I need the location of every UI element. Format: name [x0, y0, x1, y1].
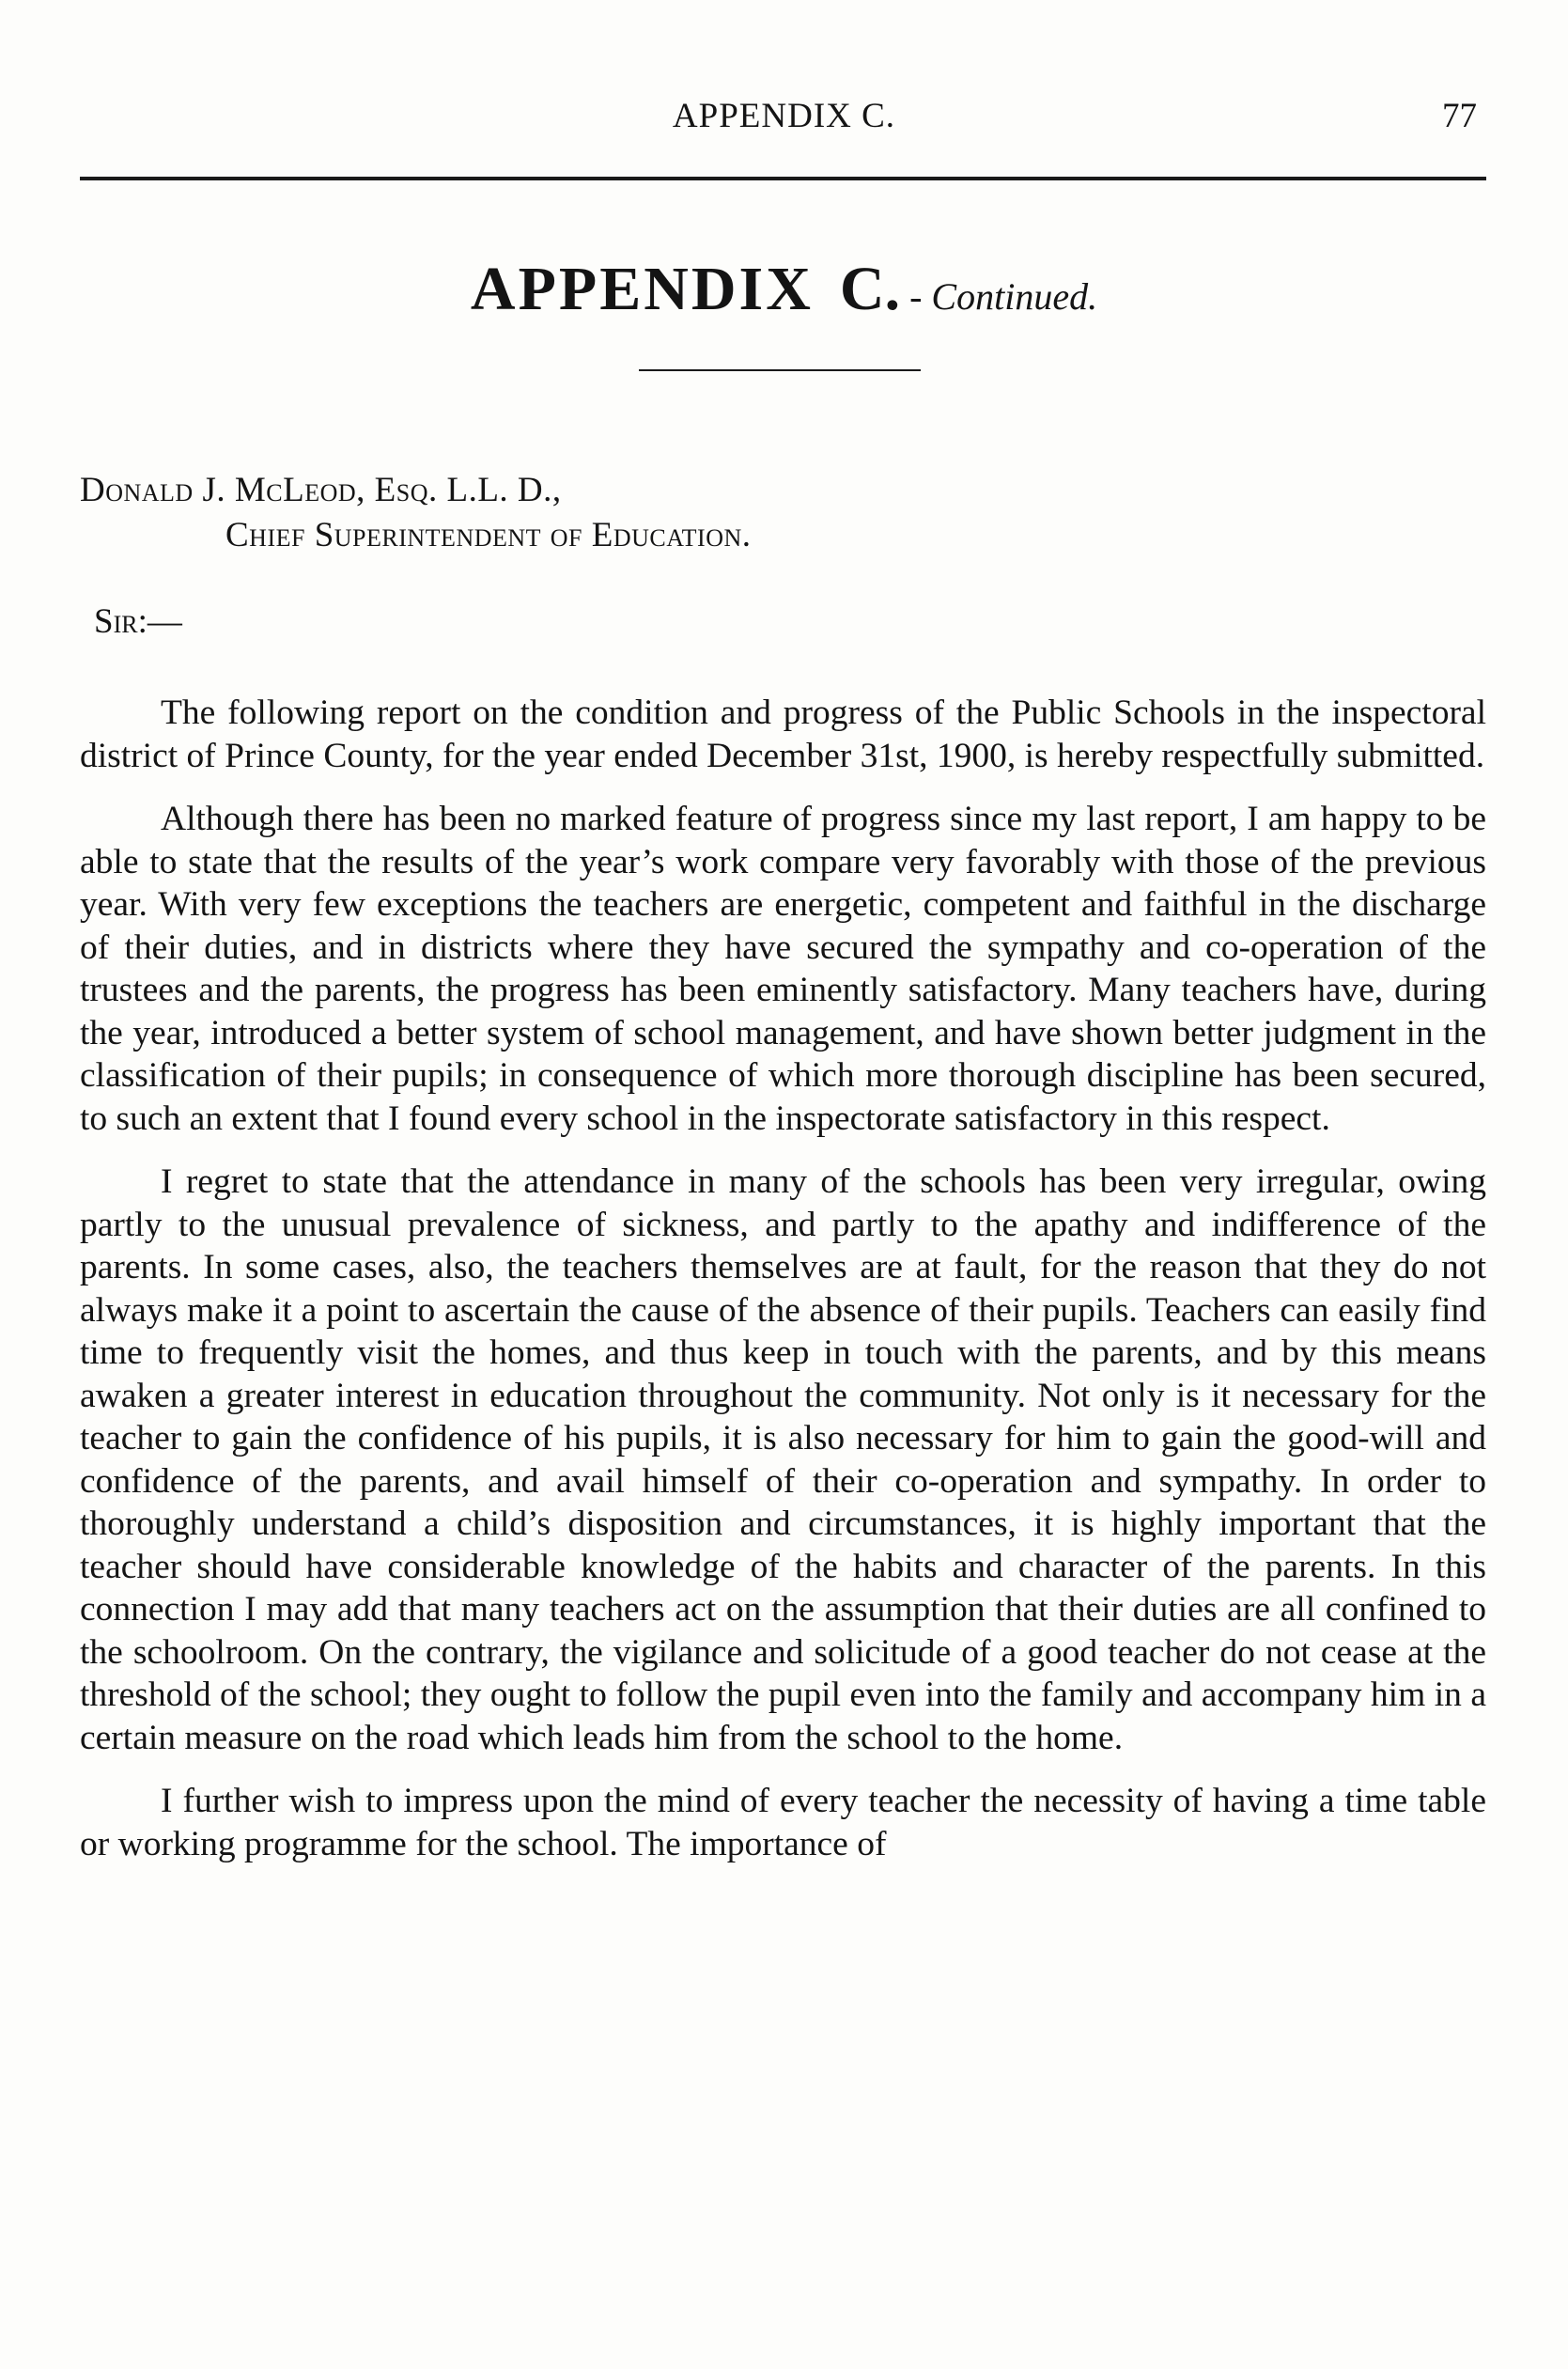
salutation: Sir:— — [94, 602, 182, 641]
heading-rule — [639, 369, 921, 371]
paragraph: The following report on the condition and progress of the Public Schools in the inspectoral district of Prince County, for the year ended December 31st, 1900, is hereby respectfully submitted. — [80, 694, 1486, 775]
paragraph: I regret to state that the attendance in many of the schools has been very irregular, owing partly to the unusual prevalence of sickness, and partly to the apathy and indifference of the parents. In some cases, also, the teachers themselves are at fault, for the reason that they do not always make it a point to ascertain the cause of the absence of their pupils. Teachers can easily find time to frequently visit the homes, and thus keep in touch with the parents, and by this means awaken a greater interest in education throughout the community. Not only is it necessary for the teacher to gain the confidence of his pupils, it is also necessary for him to gain the good-will and confidence of the parents, and avail himself of their co-operation and sympathy. In order to thoroughly understand a child’s disposition and circumstances, it is highly important that the teacher should have considerable knowledge of the habits and character of the parents. In this connection I may add that many teachers act on the assumption that their duties are all confined to the schoolroom. On the contrary, the vigilance and solicitude of a good teacher do not cease at the threshold of the school; they ought to follow the pupil even into the family and accompany him in a certain measure on the road which leads him from the school to the home. — [80, 1162, 1486, 1757]
paragraph: I further wish to impress upon the mind of every teacher the necessity of having a time table or working programme for the school. The importance of — [80, 1782, 1486, 1863]
report-body — [80, 692, 1486, 1886]
addressee-block — [80, 468, 752, 558]
header-rule — [80, 177, 1486, 180]
appendix-heading-dash: - — [900, 275, 932, 318]
addressee-title: Chief Superintendent of Education. — [225, 516, 752, 554]
appendix-heading-letter: C. — [839, 255, 901, 323]
appendix-heading-continued: Continued. — [931, 275, 1098, 318]
appendix-heading-main: APPENDIX — [470, 255, 814, 323]
paragraph: Although there has been no marked feature of progress since my last report, I am happy to be able to state that the results of the year’s work compare very favorably with those of the previous year. With very few exceptions the teachers are energetic, competent and faithful in the discharge of their duties, and in districts where they have secured the sympathy and co-operation of the trustees and the parents, the progress has been eminently satisfactory. Many teachers have, during the year, introduced a better system of school management, and have shown better judgment in the classification of their pupils; in consequence of which more thorough discipline has been secured, to such an extent that I found every school in the inspectorate satisfactory in this respect. — [80, 800, 1486, 1138]
page-number: 77 — [1442, 97, 1477, 135]
addressee-name: Donald J. McLeod, Esq. L.L. D., — [80, 471, 562, 509]
appendix-heading — [0, 254, 1568, 325]
running-head — [0, 90, 1568, 147]
running-title: APPENDIX C. — [672, 97, 896, 135]
